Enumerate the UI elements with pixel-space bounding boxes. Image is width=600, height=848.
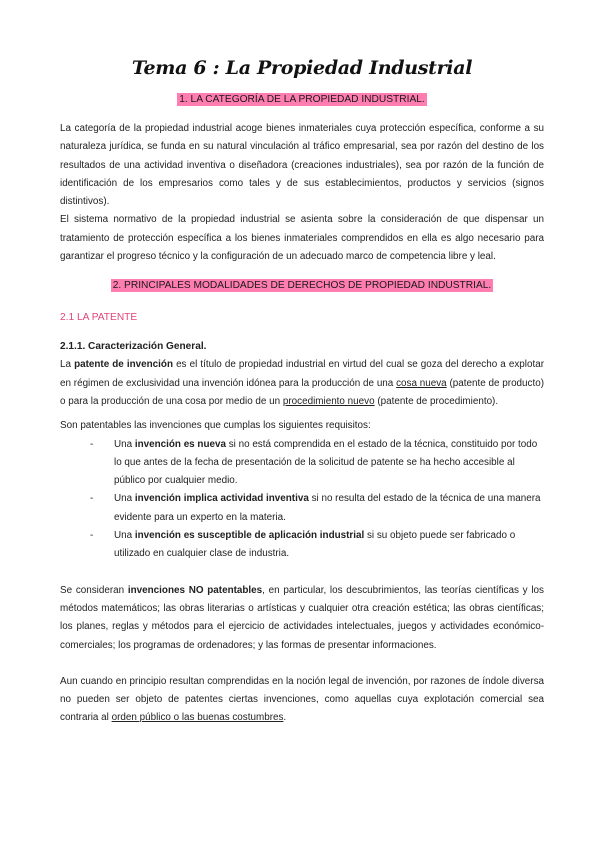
list-item-term: invención implica actividad inventiva [134, 493, 309, 505]
document-page [60, 0, 544, 728]
section-1-paragraph-1: La categoría de la propiedad industrial acoge bienes inmateriales cuya protección específica, conforme a su naturaleza jurídica, se funda en su natural vinculación al tráfico empresarial, sea por razón del destino de los resultados de una actividad inventiva o diseñadora (creaciones industriales), sea por razón de la función de identificación de los empresarios como tales y de sus establecimientos, productos y servicios (signos distintivos). [60, 123, 544, 208]
patent-definition-text: (patente de producto) o para la producción de una cosa por medio de un [60, 377, 545, 407]
underlined-term: orden público o las buenas costumbres [111, 712, 284, 724]
section-1-heading [60, 94, 544, 116]
list-item-text: Una [114, 438, 135, 450]
underlined-term: cosa nueva [396, 377, 447, 389]
patent-definition [60, 356, 544, 411]
requirements-list [60, 436, 544, 564]
section-1-heading-text: 1. LA CATEGORÍA DE LA PROPIEDAD INDUSTRIAL. [179, 94, 425, 105]
non-patentable-paragraph [60, 582, 544, 655]
section-1-paragraph-2: El sistema normativo de la propiedad industrial se asienta sobre la consideración de que dispensar un tratamiento de protección específica a los bienes inmateriales comprendidos en ella es algo necesario para garantizar el progreso técnico y la configuración de un adecuado marco de competencia libre y leal. [60, 214, 544, 263]
exclusions-text: Aun cuando en principio resultan comprendidas en la noción legal de invención, por razones de índole diversa no pueden ser objeto de patentes ciertas invenciones, como aquellas cuya explotación comercial sea contraria al [60, 675, 544, 724]
page-title: Tema 6 : La Propiedad Industrial [131, 57, 473, 79]
subsection-heading: 2.1 LA PATENTE [60, 312, 138, 324]
exclusions-text: . [283, 712, 287, 724]
list-item [90, 490, 544, 527]
list-item-text: si no resulta del estado de la técnica de una manera evidente para un experto en la materia. [114, 493, 541, 523]
non-patentable-text: Se consideran [60, 584, 128, 596]
patent-definition-text: La [60, 359, 75, 371]
section-2-heading [60, 280, 544, 302]
patent-definition-text: (patente de procedimiento). [374, 395, 499, 407]
list-item-term: invención es nueva [134, 438, 226, 450]
non-patentable-text: , en particular, los descubrimientos, las teorías científicas y los métodos matemáticos; las obras literarias o artísticas y cualquier otra creación estética; las obras científicas; los planes, reglas y métodos para el ejercicio de actividades intelectuales, juegos y actividades económico-comerciales; los programas de ordenadores; y las formas de presentar informaciones. [60, 584, 544, 651]
list-item-term: invención es susceptible de aplicación industrial [134, 530, 365, 542]
list-item-text: si no está comprendida en el estado de la técnica, constituido por todo lo que antes de la fecha de presentación de la solicitud de patente se ha hecho accesible al público por cualquier medio. [114, 438, 538, 487]
exclusions-paragraph [60, 673, 544, 728]
requirements-intro: Son patentables las invenciones que cumplas los siguientes requisitos: [60, 420, 371, 432]
patent-definition-text: es el título de propiedad industrial en virtud del cual se goza del derecho a explotar en régimen de exclusividad una invención idónea para la producción de una [60, 359, 544, 389]
list-item-text: Una [114, 530, 135, 542]
list-item [90, 436, 544, 491]
list-item-text: Una [114, 493, 135, 505]
subsubsection-heading: 2.1.1. Caracterización General. [60, 341, 207, 353]
underlined-term: procedimiento nuevo [282, 395, 375, 407]
section-2-heading-text: 2. PRINCIPALES MODALIDADES DE DERECHOS DE PROPIEDAD INDUSTRIAL. [112, 280, 492, 292]
patent-definition-term: patente de invención [74, 359, 173, 371]
list-item-text: si su objeto puede ser fabricado o utilizado en cualquier clase de industria. [114, 530, 516, 560]
non-patentable-term: invenciones NO patentables [127, 584, 263, 596]
list-item [90, 527, 544, 564]
